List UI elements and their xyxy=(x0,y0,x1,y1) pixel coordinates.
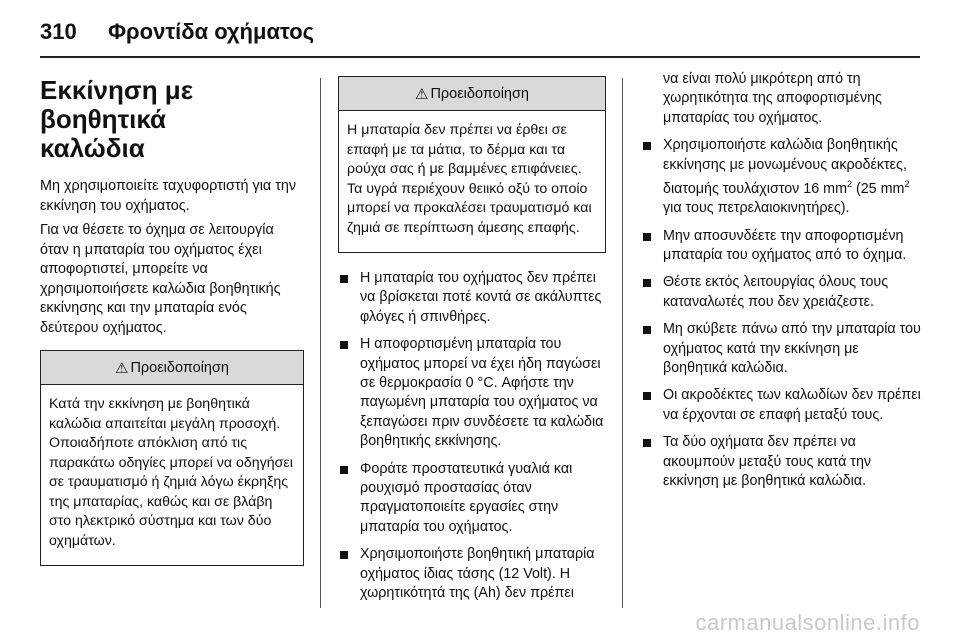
warning-heading-2: Προειδοποίηση xyxy=(430,85,529,102)
list-item: Τα δύο οχήματα δεν πρέπει να ακουμπούν μεταξύ τους κατά την εκκίνηση με βοηθητικά καλώδια. xyxy=(641,433,923,491)
column-1 xyxy=(40,68,304,566)
chapter-title: Φροντίδα οχήματος xyxy=(108,19,315,44)
warning-triangle-icon: ⚠ xyxy=(414,85,429,103)
warning-header-2 xyxy=(339,77,605,111)
bullet-square-icon xyxy=(340,551,348,559)
bullet-square-icon xyxy=(340,466,348,474)
list-item: Φοράτε προστατευτικά γυαλιά και ρουχισμό προστασίας όταν πραγματοποιείτε εργασίες στην μπαταρία του οχήματος. xyxy=(338,460,606,538)
list-item: Χρησιμοποιήστε βοηθητική μπαταρία οχήματος ίδιας τάσης (12 Volt). Η χωρητικότητά της (Ah) δεν πρέπει xyxy=(338,545,606,603)
list-item: Οι ακροδέκτες των καλωδίων δεν πρέπει να έρχονται σε επαφή μεταξύ τους. xyxy=(641,386,923,425)
bullet-square-icon xyxy=(643,392,651,400)
header-rule xyxy=(40,56,920,58)
bullet-list-col3 xyxy=(641,136,923,491)
section-title-line1: Εκκίνηση με βοηθητικά xyxy=(40,75,194,134)
bullet-list-col2 xyxy=(338,269,606,604)
column-divider-2 xyxy=(622,78,623,608)
page-header xyxy=(40,14,314,50)
column-3 xyxy=(641,68,923,499)
section-title xyxy=(40,76,304,163)
intro-paragraph-2: Για να θέσετε το όχημα σε λειτουργία όταν η μπαταρία του οχήματος έχει αποφορτιστεί, μπορείτε να χρησιμοποιήσετε καλώδια βοηθητικής εκκίνησης και την μπαταρία ενός δεύτερου οχήματος. xyxy=(40,222,281,336)
list-item: Η μπαταρία του οχήματος δεν πρέπει να βρίσκεται ποτέ κοντά σε ακάλυπτες φλόγες ή σπινθήρες. xyxy=(338,269,606,327)
watermark: carmanualsonline.info xyxy=(695,610,920,635)
warning-body-1: Κατά την εκκίνηση με βοηθητικά καλώδια απαιτείται μεγάλη προσοχή. Οποιαδήποτε απόκλιση από τις παρακάτω οδηγίες μπορεί να οδηγήσει σε τραυματισμό ή ζημιά λόγω έκρηξης της μπαταρίας, καθώς και σε βλάβη στο ηλεκτρικό σύστημα και των δύο οχημάτων. xyxy=(49,396,293,549)
warning-heading-1: Προειδοποίηση xyxy=(130,359,229,376)
page-number: 310 xyxy=(40,19,77,44)
bullet-square-icon xyxy=(340,341,348,349)
warning-box-1 xyxy=(40,350,304,566)
bullet-square-icon xyxy=(643,279,651,287)
column-divider-1 xyxy=(320,78,321,608)
list-item: Μη σκύβετε πάνω από την μπαταρία του οχήματος κατά την εκκίνηση με βοηθητικά καλώδια. xyxy=(641,320,923,378)
bullet-square-icon xyxy=(643,439,651,447)
list-item: Η αποφορτισμένη μπαταρία του οχήματος μπορεί να έχει ήδη παγώσει σε θερμοκρασία 0 °C. Αφήστε την παγωμένη μπαταρία του οχήματος να ξεπαγώσει πριν συνδέσετε τα καλώδια βοηθητικής εκκίνησης. xyxy=(338,335,606,451)
warning-body-2: Η μπαταρία δεν πρέπει να έρθει σε επαφή με τα μάτια, το δέρμα και τα ρούχα σας ή με βαμμένες επιφάνειες. Τα υγρά περιέχουν θειικό οξύ το οποίο μπορεί να προκαλέσει τραυματισμό και ζημιά σε περίπτωση άμεσης επαφής. xyxy=(347,122,592,236)
bullet-square-icon xyxy=(643,233,651,241)
section-title-line2: καλώδια xyxy=(40,133,145,163)
list-item: Μην αποσυνδέετε την αποφορτισμένη μπαταρία του οχήματος από το όχημα. xyxy=(641,227,923,266)
list-item-cable: Χρησιμοποιήστε καλώδια βοηθητικής εκκίνησης με μονωμένους ακροδέκτες, διατομής τουλάχιστον 16 $mm^2$ (25 $mm^2$ για τους πετρελαιοκινητήρες). xyxy=(641,136,923,218)
warning-triangle-icon: ⚠ xyxy=(114,359,129,377)
bullet-square-icon xyxy=(643,326,651,334)
column-2 xyxy=(338,76,606,612)
bullet-square-icon xyxy=(340,275,348,283)
continued-text: να είναι πολύ μικρότερη από τη χωρητικότητα της αποφορτισμένης μπαταρίας του οχήματος. xyxy=(663,71,882,126)
list-item: Θέστε εκτός λειτουργίας όλους τους καταναλωτές που δεν χρειάζεστε. xyxy=(641,273,923,312)
warning-header-1 xyxy=(41,351,303,385)
intro-paragraph-1: Μη χρησιμοποιείτε ταχυφορτιστή για την εκκίνηση του οχήματος. xyxy=(40,178,297,214)
warning-box-2 xyxy=(338,76,606,253)
bullet-square-icon xyxy=(643,142,651,150)
